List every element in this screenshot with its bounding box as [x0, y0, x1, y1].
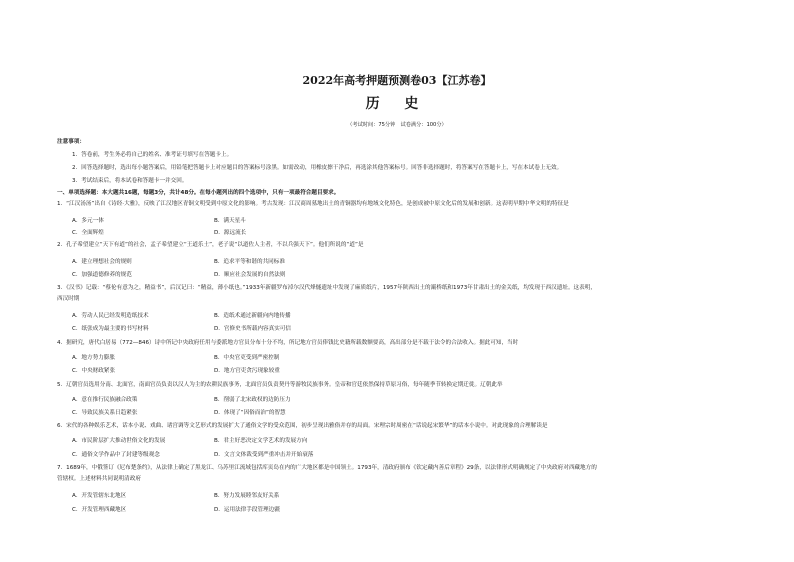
question-option: D．地方官吏贪污现象较重 [214, 368, 280, 374]
section-heading: 一、单项选择题：本大题共16题，每题3分，共计48分。在每小题列出的四个选项中，只有一项最符合题目要求。 [57, 190, 340, 196]
question-option: B．追求平等和谐的共同标准 [214, 259, 285, 265]
question-option: C．通俗文学作品中了封建等级观念 [72, 452, 160, 458]
question-stem [57, 463, 747, 485]
question-option: B．君主好恶决定文学艺术的发展方向 [214, 438, 308, 444]
question-option: A．开发管辖东北地区 [72, 493, 127, 499]
question-option: C．开发管理西藏地区 [72, 507, 127, 513]
question-stem [57, 283, 747, 305]
question-option: B．满天星斗 [214, 218, 246, 224]
question-option: C．加强道德修养的规范 [72, 272, 132, 278]
question-option: B．努力发展睦邻友好关系 [214, 493, 280, 499]
document-title: 2022年高考押题预测卷03【江苏卷】 [302, 74, 492, 87]
question-stem [57, 421, 747, 432]
question-option: B．削弱了北宋政权的边防压力 [214, 397, 291, 403]
note-item: 3．考试结束后，将本试卷和答题卡一并交回。 [72, 178, 188, 184]
question-option: C．纸张成为最主要的书写材料 [72, 326, 149, 332]
question-option: A．建立理想社会的规则 [72, 259, 132, 265]
question-line: 3．《汉书》记载：“蔡伦有意为之，精益书”，后汉记曰：“精益，薄小纸也。”1933年新疆罗布淖尔汉代烽燧遗址中发现了麻质纸片，1957年陕西出土的灞桥纸和1973年甘肃出土的金关纸，均发现于西汉遗址。这表明， [57, 285, 596, 291]
question-stem [57, 240, 747, 251]
note-item: 2．回答选择题时，选出每小题答案后，用铅笔把答题卡上对应题目的答案标号涂黑。如需改动，用橡皮擦干净后，再选涂其他答案标号。回答非选择题时，将答案写在答题卡上，写在本试卷上无效。 [72, 165, 563, 171]
question-stem [57, 380, 747, 391]
question-option: D．顺应社会发展的自然法则 [214, 272, 286, 278]
exam-info: （考试时间：75分钟 试卷满分：100分） [347, 122, 447, 128]
question-line: 西汉时期 [57, 296, 80, 302]
question-line: 6．宋代的各种娱乐艺术，话本小说、戏曲、诸宫调等文艺形式的发展扩大了通俗文学的受众范围，初步呈现出雅俗并存的局面。宋理宗时周密在“话说起宋繁华”的话本小说中。对此现象的合理解读是 [57, 423, 548, 429]
question-line: 7．1689年，中俄签订《尼布楚条约》，从法律上确定了黑龙江、乌苏里江流域包括库页岛在内的广大地区都是中国领土。1793年，清政府颁布《钦定藏内善后章程》29条，以法律形式明确规定了中央政府对西藏地方的 [57, 465, 597, 471]
question-stem [57, 338, 747, 349]
question-option: D．文言文体裁受到严重冲击并开始衰落 [214, 452, 314, 458]
question-option: C．中央财政紧张 [72, 368, 116, 374]
question-option: D．官修史书所载内容真实可信 [214, 326, 292, 332]
question-option: C．全面辉煌 [72, 230, 104, 236]
question-option: C．导致民族关系日趋紧张 [72, 410, 138, 416]
question-option: A．劳动人民已经发明造纸技术 [72, 313, 149, 319]
question-option: A．多元一体 [72, 218, 104, 224]
notes-heading: 注意事项： [57, 139, 85, 145]
question-option: D．体现了“因俗而治”的智慧 [214, 410, 286, 416]
question-line: 4．据研究，唐代白居易（772—846）诗中所记中央政府任用与委派地方官员分布十分不均，所记地方官员俸钱比史籍所载数额要高，高出部分是不载于法令的合法收入。据此可知，当时 [57, 340, 519, 346]
question-line: 管辖权。上述材料共同说明清政府 [57, 476, 141, 482]
question-option: A．意在推行民族融合政策 [72, 397, 138, 403]
note-item: 1．答卷前，考生务必将自己的姓名、准考证号填写在答题卡上。 [72, 152, 233, 158]
question-line: 2．孔子希望建立“天下有道”的社会，孟子希望建立“王道乐土”，老子说“以道佐人主者，不以兵强天下”。他们所说的“道”是 [57, 242, 364, 248]
question-option: A．市民阶层扩大推动世俗文化的发展 [72, 438, 166, 444]
question-line: 1．“江汉汤汤”出自《诗经·大雅》，反映了江汉地区青铜文明受到中原文化的影响。考古发现：江汉商周墓地出土的青铜器均有地域文化特色，是创成被中原文化后的发展和创新。这表明早期中华文明的特征是 [57, 201, 569, 207]
question-option: A．地方势力膨胀 [72, 355, 115, 361]
question-option: B．中央官吏受到严密控制 [214, 355, 280, 361]
question-line: 5．辽朝官员选用分南、北面官，南面官员负责以汉人为主的农耕民族事务，北面官员负责契丹等游牧民族事务。皇帝和官廷依然保持草原习俗，每年随季节转换定期迁徙。辽朝此举 [57, 382, 503, 388]
question-stem [57, 199, 747, 210]
subject-title: 历 史 [365, 96, 429, 112]
question-option: B．造纸术通过新疆向内地传播 [214, 313, 291, 319]
question-option: D．运用法律手段管理边疆 [214, 507, 280, 513]
question-option: D．源远流长 [214, 230, 247, 236]
